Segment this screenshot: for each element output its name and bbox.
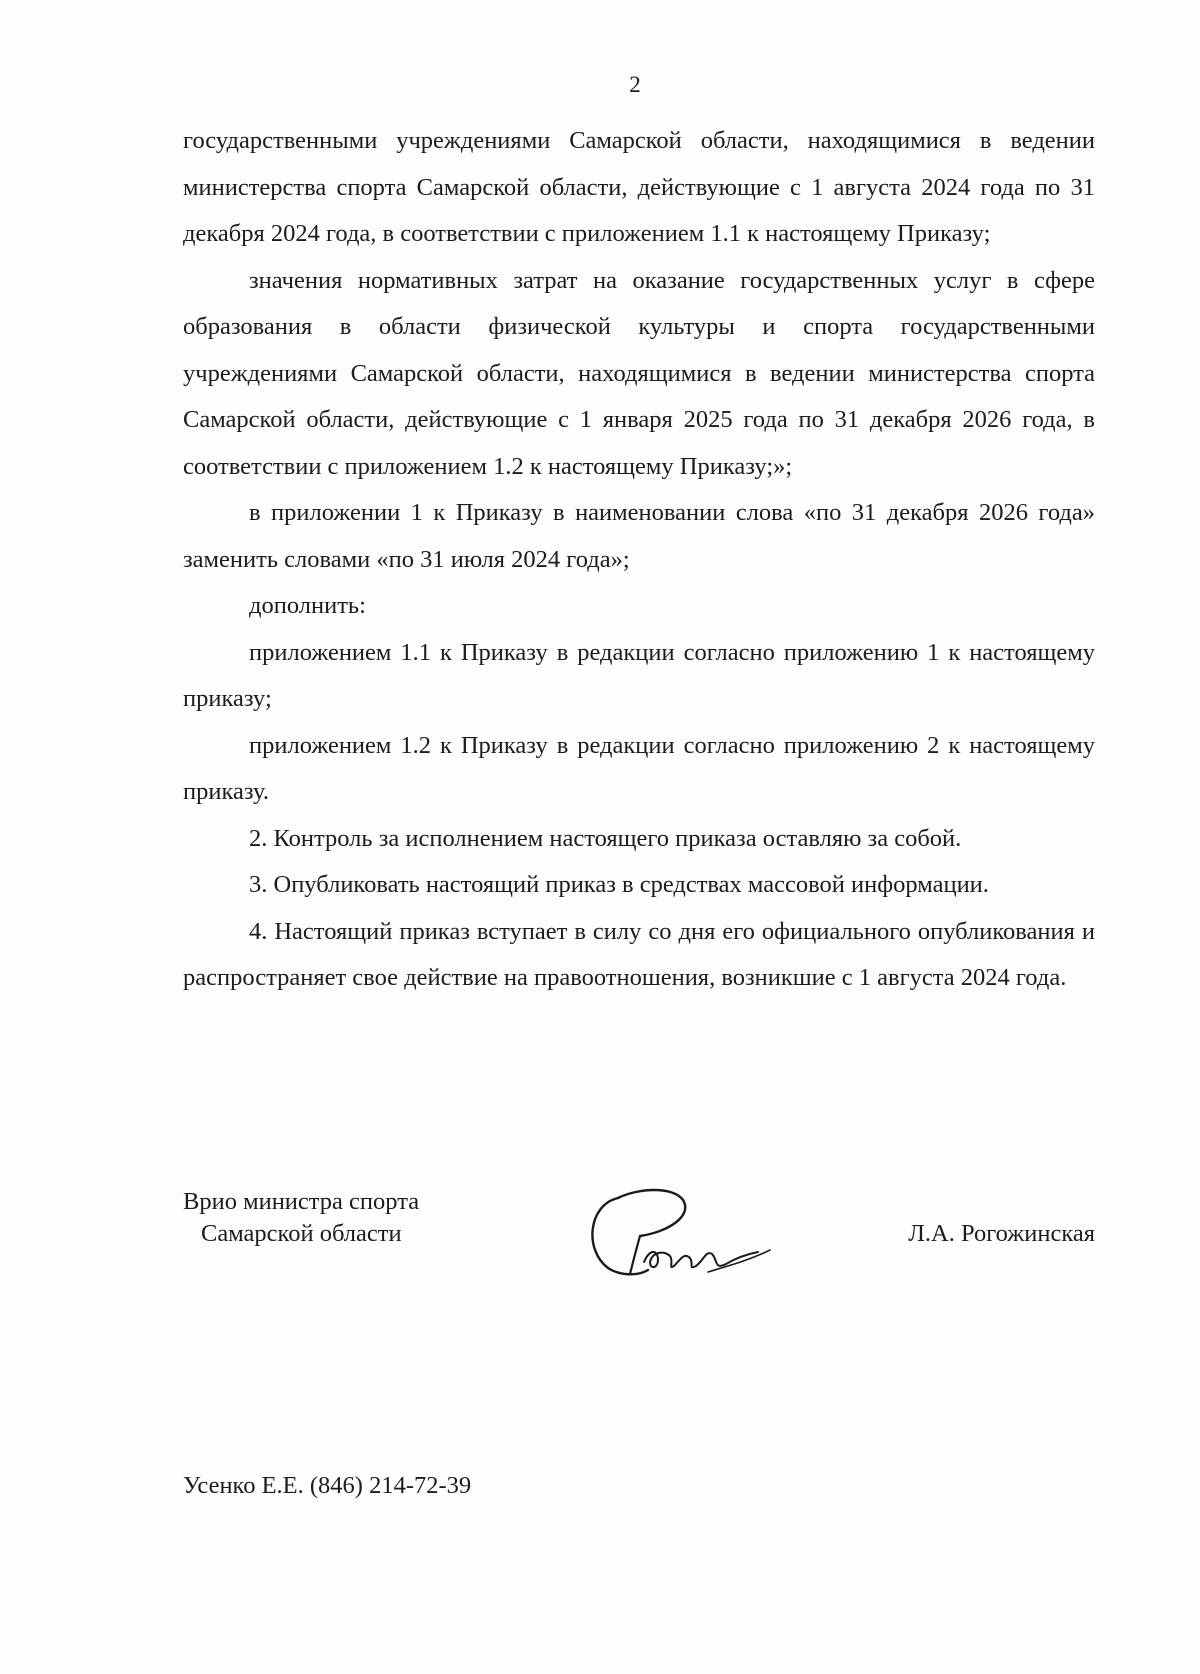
signatory-position-line-2: Самарской области [201,1220,402,1247]
paragraph: приложением 1.1 к Приказу в редакции согласно приложению 1 к настоящему приказу; [183,638,1095,712]
signature-block [183,1180,1095,1290]
paragraph: государственными учреждениями Самарской области, находящимися в ведении министерства спорта Самарской области, действующие с 1 августа 2024 года по 31 декабря 2024 года, в соответствии с приложением 1.1 к настоящему Приказу; [183,127,1095,247]
handwritten-signature [578,1180,778,1280]
page-number: 2 [629,72,641,97]
paragraph: дополнить: [249,592,366,619]
paragraph: 3. Опубликовать настоящий приказ в средствах массовой информации. [249,871,989,898]
paragraph: 4. Настоящий приказ вступает в силу со дня его официального опубликования и распространяет свое действие на правоотношения, возникшие с 1 августа 2024 года. [183,917,1095,991]
paragraph: приложением 1.2 к Приказу в редакции согласно приложению 2 к настоящему приказу. [183,731,1095,805]
paragraph: значения нормативных затрат на оказание государственных услуг в сфере образования в области физической культуры и спорта государственными учреждениями Самарской области, находящимися в ведении министерства спорта Самарской области, действующие с 1 января 2025 года по 31 декабря 2026 года, в соответствии с приложением 1.2 к настоящему Приказу;»; [183,266,1095,480]
signatory-position-line-1: Врио министра спорта [183,1188,420,1215]
paragraph: в приложении 1 к Приказу в наименовании слова «по 31 декабря 2026 года» заменить словами «по 31 июля 2024 года»; [183,499,1095,573]
paragraph: 2. Контроль за исполнением настоящего приказа оставляю за собой. [249,824,962,852]
signatory-position [183,1186,419,1250]
signatory-name: Л.А. Рогожинская [908,1220,1095,1247]
document-body [183,118,1095,1002]
contact-info: Усенко Е.Е. (846) 214-72-39 [183,1472,472,1499]
